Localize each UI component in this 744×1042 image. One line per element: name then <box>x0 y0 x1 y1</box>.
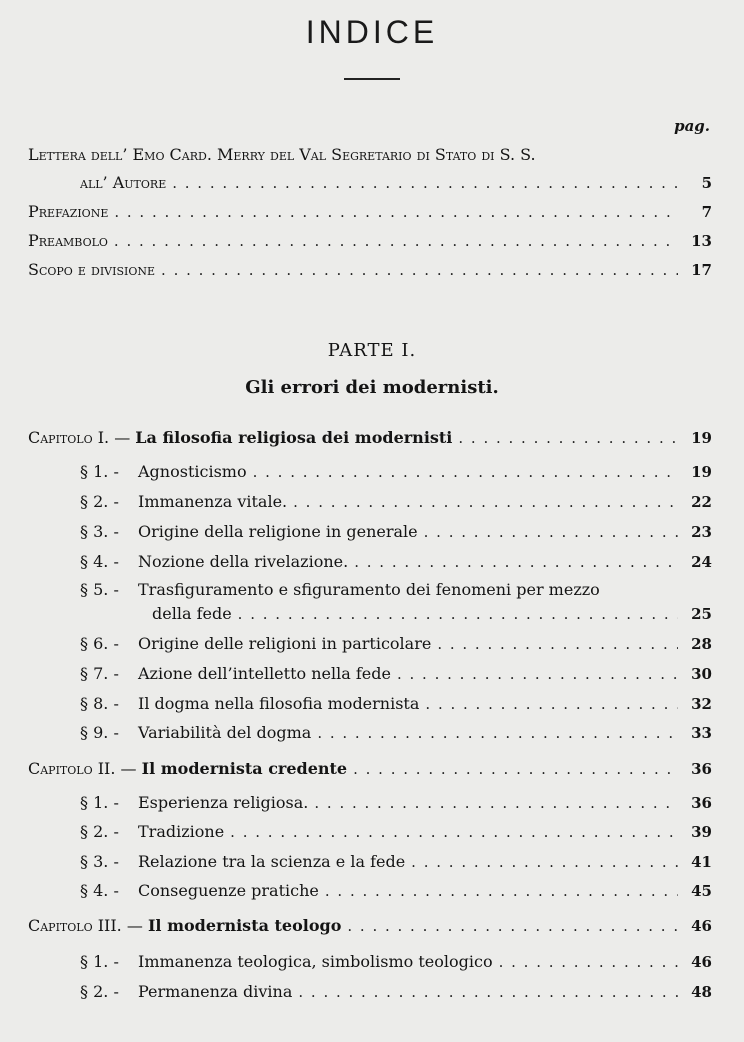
front-entry-label: Preambolo <box>28 231 108 250</box>
leader-dots <box>108 200 678 224</box>
pag-column-header: pag. <box>674 117 710 135</box>
section-number: § 3. - <box>80 522 119 541</box>
section-row <box>80 879 712 903</box>
section-row <box>80 632 712 656</box>
section-row <box>80 820 712 844</box>
leader-dots <box>166 171 678 195</box>
front-entry-label: Scopo e divisione <box>28 260 156 279</box>
leader-dots <box>247 460 678 484</box>
section-number: § 3. - <box>80 852 119 871</box>
section-title: Trasfiguramento e sfiguramento dei fenomeni per mezzo <box>138 580 600 599</box>
front-entry-label: Prefazione <box>28 202 109 221</box>
leader-dots <box>292 980 678 1004</box>
page-number: 36 <box>691 760 712 778</box>
leader-dots <box>287 490 678 514</box>
section-title: Relazione tra la scienza e la fede <box>138 852 406 871</box>
page-number: 25 <box>691 605 712 623</box>
leader-dots <box>311 721 678 745</box>
section-number: § 6. - <box>80 634 119 653</box>
leader-dots <box>308 791 678 815</box>
leader-dots <box>418 520 678 544</box>
page-number: 7 <box>701 203 712 221</box>
leader-dots <box>224 820 678 844</box>
chapter-row <box>28 757 712 781</box>
section-number: § 8. - <box>80 694 119 713</box>
chapter-label: Capitolo II. — Il modernista credente <box>28 759 348 778</box>
front-entry-letter-line1: Lettera dell’ Emo Card. Merry del Val Segretario di Stato di S. S. <box>28 145 536 164</box>
front-entry-scopo <box>28 258 712 282</box>
page-number: 32 <box>691 695 712 713</box>
leader-dots <box>391 662 678 686</box>
leader-dots <box>341 914 678 938</box>
page-title: INDICE <box>305 14 439 50</box>
page-number: 23 <box>691 523 712 541</box>
section-number: § 4. - <box>80 881 119 900</box>
chapter-label: Capitolo III. — Il modernista teologo <box>28 916 342 935</box>
chapter-label: Capitolo I. — La filosofia religiosa dei modernisti <box>28 428 453 447</box>
leader-dots <box>348 550 678 574</box>
section-row <box>80 490 712 514</box>
section-number: § 2. - <box>80 822 119 841</box>
section-title: Variabilità del dogma <box>138 723 312 742</box>
section-row <box>80 520 712 544</box>
section-title: Agnosticismo <box>138 462 247 481</box>
page-number: 17 <box>691 261 712 279</box>
section-row <box>80 850 712 874</box>
leader-dots <box>319 879 678 903</box>
section-number: § 1. - <box>80 952 119 971</box>
section-number: § 1. - <box>80 462 119 481</box>
section-title-continuation: della fede <box>152 604 232 623</box>
section-row <box>80 550 712 574</box>
page-number: 48 <box>691 983 712 1001</box>
section-title: Origine delle religioni in particolare <box>138 634 432 653</box>
leader-dots <box>493 950 678 974</box>
section-title: Nozione della rivelazione. <box>138 552 349 571</box>
front-entry-preambolo <box>28 229 712 253</box>
leader-dots <box>108 229 678 253</box>
section-row <box>80 721 712 745</box>
section-title: Immanenza teologica, simbolismo teologico <box>138 952 493 971</box>
front-entry-prefazione <box>28 200 712 224</box>
section-number: § 7. - <box>80 664 119 683</box>
page-number: 13 <box>691 232 712 250</box>
page-number: 28 <box>691 635 712 653</box>
section-row <box>80 791 712 815</box>
page-number: 36 <box>691 794 712 812</box>
page-number: 46 <box>691 917 712 935</box>
page-number: 46 <box>691 953 712 971</box>
leader-dots <box>405 850 678 874</box>
page-number: 30 <box>691 665 712 683</box>
section-title: Permanenza divina <box>138 982 293 1001</box>
leader-dots <box>155 258 678 282</box>
chapter-row <box>28 914 712 938</box>
leader-dots <box>347 757 678 781</box>
page-number: 41 <box>691 853 712 871</box>
section-title: Azione dell’intelletto nella fede <box>138 664 391 683</box>
page-number: 45 <box>691 882 712 900</box>
page-number: 39 <box>691 823 712 841</box>
section-title: Origine della religione in generale <box>138 522 418 541</box>
leader-dots <box>419 692 678 716</box>
section-number: § 2. - <box>80 982 119 1001</box>
section-row <box>80 980 712 1004</box>
page-number: 24 <box>691 553 712 571</box>
section-title: Il dogma nella filosofia modernista <box>138 694 420 713</box>
section-row-continuation <box>152 602 712 626</box>
section-row <box>80 662 712 686</box>
section-number: § 4. - <box>80 552 119 571</box>
section-title: Immanenza vitale. <box>138 492 288 511</box>
page-number: 19 <box>691 429 712 447</box>
part-subtitle: Gli errori dei modernisti. <box>245 377 499 398</box>
title-rule <box>344 78 400 80</box>
chapter-row <box>28 426 712 450</box>
front-entry-letter <box>80 171 712 195</box>
section-row <box>80 460 712 484</box>
part-heading: PARTE I. <box>327 340 417 361</box>
section-number: § 9. - <box>80 723 119 742</box>
section-number: § 1. - <box>80 793 119 812</box>
page-number: 5 <box>701 174 712 192</box>
section-number: § 2. - <box>80 492 119 511</box>
page-number: 22 <box>691 493 712 511</box>
section-row <box>80 692 712 716</box>
section-title: Esperienza religiosa. <box>138 793 309 812</box>
section-title: Conseguenze pratiche <box>138 881 319 900</box>
leader-dots <box>431 632 678 656</box>
leader-dots <box>452 426 678 450</box>
front-entry-label: all’ Autore <box>80 173 167 192</box>
section-row-wrapped <box>80 580 600 599</box>
section-title: Tradizione <box>138 822 225 841</box>
section-number: § 5. - <box>80 580 119 599</box>
page-number: 33 <box>691 724 712 742</box>
leader-dots <box>232 602 678 626</box>
section-row <box>80 950 712 974</box>
page-number: 19 <box>691 463 712 481</box>
